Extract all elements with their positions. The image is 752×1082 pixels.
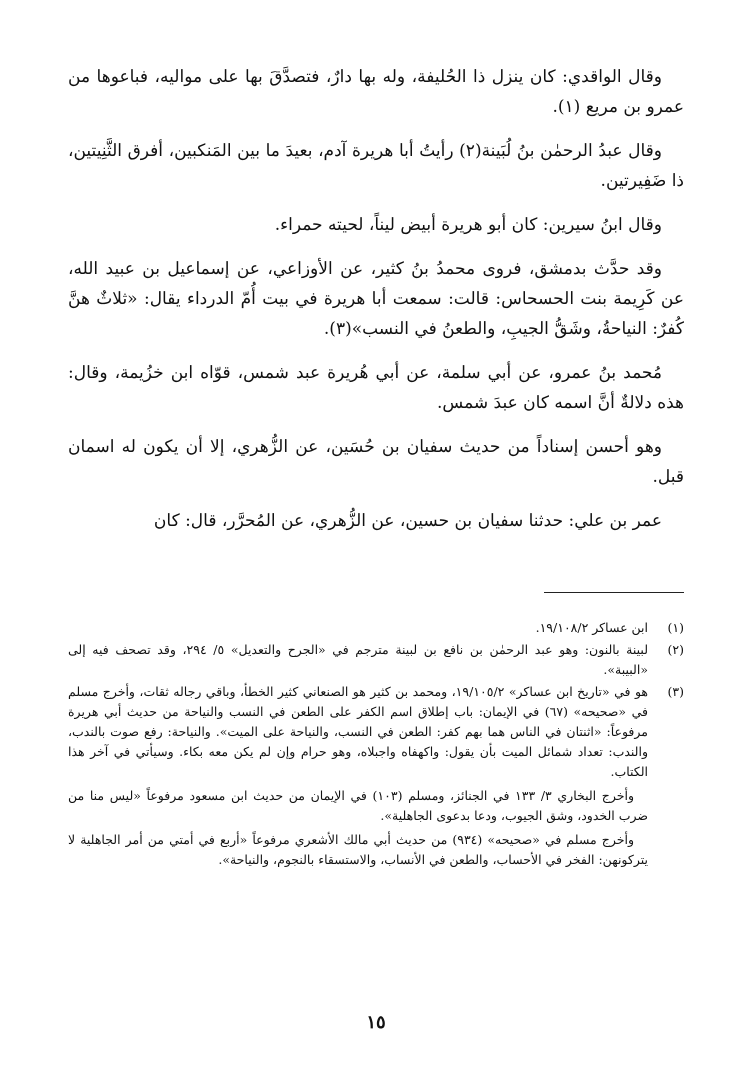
footnote-text: هو في «تاريخ ابن عساكر» ١٩/١٠٥/٢، ومحمد بن كثير هو الصنعاني كثير الخطأ، وباقي رجاله ثقات، وأخرج مسلم في «صحيحه» (٦٧) في الإيمان: باب إطلاق اسم الكفر على الطعن في النسب والنياحة من حديث أبي هريرة مرفوعاً: «اثنتان في الناس هما بهم كفر: الطعن في النسب، والنياحة على الميت». والنياحة: رفع صوت بالندب، والندب: تعداد شمائل الميت بأن يقول: واكهفاه واجبلاه، وهو حرام وإن لم يكن معه بكاء. وسيأتي في آخر هذا الكتاب. [68, 684, 648, 779]
paragraph: وقال الواقدي: كان ينزل ذا الحُليفة، وله بها دارٌ، فتصدَّقَ بها على مواليه، فباعوها من عمرو بن مريع (١). [68, 67, 684, 117]
main-text [68, 62, 684, 550]
footnote-number: (١) [667, 620, 684, 635]
footnote-divider [544, 592, 684, 593]
paragraph: عمر بن علي: حدثنا سفيان بن حسين، عن الزُّهري، عن المُحرَّر، قال: كان [153, 511, 662, 531]
paragraph: وقد حدَّث بدمشق، فروى محمدُ بنُ كثير، عن الأوزاعي، عن إسماعيل بن عبيد الله، عن كَرِيمة بنت الحسحاس: قالت: سمعت أبا هريرة في بيت أُمّ الدرداء يقال: «ثلاثٌ هنَّ كُفرٌ: النياحةُ، وشَقُّ الجيبِ، والطعنُ في النسب»(٣). [68, 259, 684, 339]
footnote [68, 640, 684, 680]
paragraph: وقال ابنُ سيرين: كان أبو هريرة أبيض ليناً، لحيته حمراء. [274, 215, 662, 235]
paragraph: وهو أحسن إسناداً من حديث سفيان بن حُسَين، عن الزُّهري، إلا أن يكون له اسمان قبل. [68, 437, 684, 487]
footnote-text: ابن عساكر ١٩/١٠٨/٢. [535, 620, 648, 635]
footnote-number: (٢) [667, 642, 684, 657]
footnote-continuation: وأخرج مسلم في «صحيحه» (٩٣٤) من حديث أبي مالك الأشعري مرفوعاً «أربع في أمتي من أمر الجاهلية لا يتركونهن: الفخر في الأحساب، والطعن في الأنساب، والاستسقاء بالنجوم، والنياحة». [68, 832, 648, 867]
footnote-continuation: وأخرج البخاري ٣/ ١٣٣ في الجنائز، ومسلم (١٠٣) في الإيمان من حديث ابن مسعود مرفوعاً «ليس منا من ضرب الخدود، وشق الجيوب، ودعا بدعوى الجاهلية». [68, 788, 648, 823]
paragraph: مُحمد بنُ عمرو، عن أبي سلمة، عن أبي هُريرة عبد شمس، قوّاه ابن خزُيمة، وقال: هذه دلالةٌ أنَّ اسمه كان عبدَ شمس. [68, 363, 684, 413]
footnote [68, 682, 684, 782]
footnotes-section [68, 618, 684, 870]
paragraph: وقال عبدُ الرحمٰن بنُ لُبَينة(٢) رأيتُ أبا هريرة آدم، بعيدَ ما بين المَنكبين، أفرق الثَّنِيتين، ذا ضَفِيرتين. [68, 141, 684, 191]
footnote [68, 618, 684, 638]
page-number: ١٥ [366, 1012, 386, 1033]
footnote-number: (٣) [667, 684, 684, 699]
footnote-text: لبينة بالنون: وهو عبد الرحمٰن بن نافع بن لبينة مترجم في «الجرح والتعديل» ٥/ ٢٩٤، وقد تصحف فيه إلى «البيبة». [68, 642, 649, 677]
